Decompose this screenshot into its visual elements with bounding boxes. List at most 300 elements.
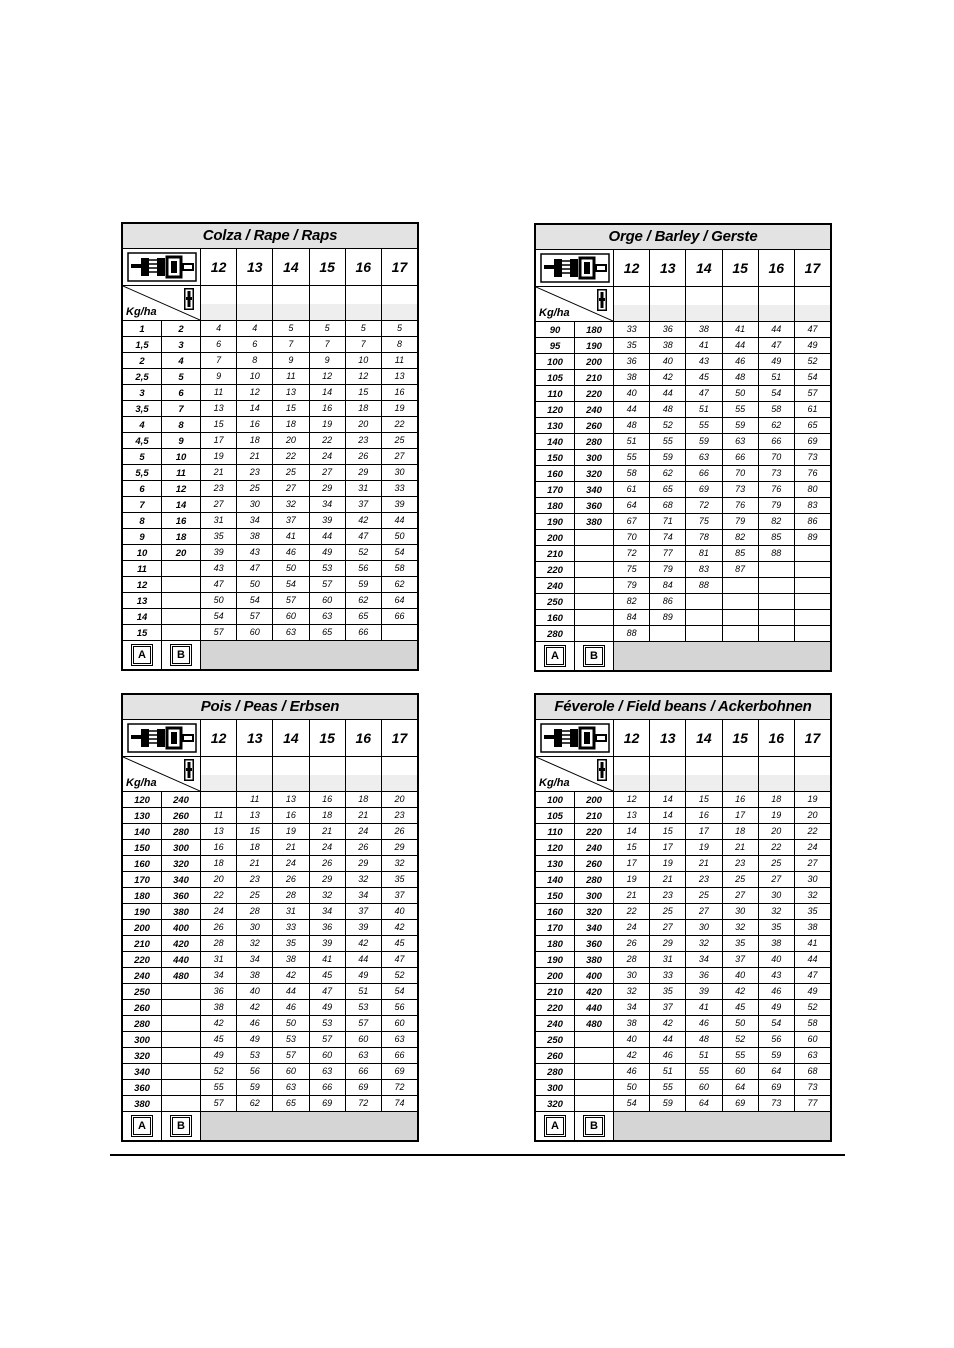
value-cell: 17 [614, 856, 650, 871]
value-cell: 17 [686, 824, 722, 839]
rate-b-cell: 360 [162, 888, 201, 903]
value-cell: 55 [723, 402, 759, 417]
rate-a-cell: 14 [123, 609, 162, 624]
value-cell: 21 [237, 449, 273, 464]
value-cell: 66 [723, 450, 759, 465]
value-cell: 8 [396, 339, 402, 349]
value-cell: 35 [394, 874, 405, 884]
value-cell: 29 [346, 465, 382, 480]
value-cell: 7 [273, 337, 309, 352]
value-cell: 34 [237, 513, 273, 528]
value-cell: 42 [273, 968, 309, 983]
column-header: 15 [310, 249, 346, 285]
value-cell: 41 [273, 529, 309, 544]
value-cell: 31 [273, 904, 309, 919]
value-cell: 47 [201, 577, 237, 592]
value-cell: 54 [394, 547, 405, 557]
value-cell: 50 [237, 577, 273, 592]
value-cell: 26 [346, 840, 382, 855]
value-cell: 22 [201, 888, 237, 903]
unit-label: Kg/ha [126, 306, 157, 318]
value-cell: 55 [686, 418, 722, 433]
value-cell: 44 [614, 402, 650, 417]
value-cell: 73 [759, 1096, 795, 1111]
value-cell: 35 [614, 338, 650, 353]
value-cell: 25 [273, 465, 309, 480]
value-cell: 58 [807, 1018, 818, 1028]
rate-a-cell: 3 [123, 385, 162, 400]
rate-b-cell: 360 [575, 936, 614, 951]
rate-a-cell: 110 [536, 386, 575, 401]
rate-a-cell: 4,5 [123, 433, 162, 448]
value-cell: 29 [346, 856, 382, 871]
value-cell: 21 [237, 856, 273, 871]
rate-a-cell: 240 [536, 1016, 575, 1031]
column-header: 12 [201, 249, 237, 285]
rate-a-cell: 140 [536, 434, 575, 449]
rate-b-cell: 320 [162, 856, 201, 871]
badge-cell-b [162, 641, 201, 669]
table-row [536, 562, 830, 578]
value-cell: 28 [273, 888, 309, 903]
value-cell: 31 [201, 952, 237, 967]
value-cell: 44 [394, 515, 405, 525]
value-cell: 57 [310, 577, 346, 592]
rate-b-cell [162, 1016, 201, 1031]
value-cell: 13 [273, 385, 309, 400]
rate-a-cell: 280 [123, 1016, 162, 1031]
rate-b-cell: 2 [162, 321, 201, 336]
table-row [123, 1064, 417, 1080]
table-row [536, 482, 830, 498]
value-cell [650, 626, 686, 641]
table-row [123, 1080, 417, 1096]
column-header: 16 [759, 720, 795, 756]
value-cell: 44 [650, 386, 686, 401]
rate-a-cell: 15 [123, 625, 162, 640]
table-row [123, 545, 417, 561]
value-cell: 64 [394, 595, 405, 605]
blank-cell [201, 286, 237, 320]
value-cell: 10 [237, 369, 273, 384]
table-row [123, 984, 417, 1000]
value-cell: 47 [686, 386, 722, 401]
value-cell: 25 [759, 856, 795, 871]
value-cell: 21 [614, 888, 650, 903]
value-cell: 20 [346, 417, 382, 432]
value-cell: 63 [273, 625, 309, 640]
value-cell: 23 [686, 872, 722, 887]
table-row [536, 370, 830, 386]
rate-b-cell [575, 578, 614, 593]
value-cell: 18 [237, 433, 273, 448]
value-cell: 88 [614, 626, 650, 641]
rate-b-cell: 260 [575, 856, 614, 871]
rate-b-cell: 320 [575, 466, 614, 481]
value-cell: 73 [723, 482, 759, 497]
table-row [536, 354, 830, 370]
value-cell: 57 [237, 609, 273, 624]
blank-cell [201, 757, 237, 791]
table-barley [534, 223, 832, 672]
value-cell: 44 [650, 1032, 686, 1047]
rate-a-cell: 160 [536, 610, 575, 625]
value-cell: 24 [201, 904, 237, 919]
value-cell: 30 [723, 904, 759, 919]
rate-a-cell: 200 [536, 968, 575, 983]
value-cell [759, 610, 795, 625]
rate-a-cell: 120 [536, 840, 575, 855]
blank-cell [310, 286, 346, 320]
table-row [536, 402, 830, 418]
value-cell [759, 626, 795, 641]
table-row [536, 514, 830, 530]
rate-b-cell: 340 [575, 920, 614, 935]
machine-cell [536, 250, 614, 286]
rate-a-cell: 95 [536, 338, 575, 353]
value-cell: 50 [723, 1016, 759, 1031]
machine-cell [123, 720, 201, 756]
value-cell: 33 [650, 968, 686, 983]
rate-b-cell: 20 [162, 545, 201, 560]
rate-b-cell: 260 [575, 418, 614, 433]
badge-b-icon: B [585, 647, 603, 665]
gauge-icon [184, 759, 194, 781]
gauge-icon [184, 288, 194, 310]
value-cell: 38 [686, 322, 722, 337]
rate-b-cell: 11 [162, 465, 201, 480]
column-header: 17 [804, 260, 821, 276]
footer-fill [201, 641, 417, 669]
value-cell: 11 [201, 385, 237, 400]
column-header: 12 [614, 250, 650, 286]
value-cell: 25 [686, 888, 722, 903]
value-cell: 58 [614, 466, 650, 481]
blank-cell [382, 757, 417, 791]
value-cell: 54 [759, 386, 795, 401]
table-row [536, 418, 830, 434]
value-cell: 50 [723, 386, 759, 401]
value-cell: 40 [723, 968, 759, 983]
value-cell: 15 [346, 385, 382, 400]
value-cell: 21 [650, 872, 686, 887]
unit-cell [536, 287, 614, 321]
value-cell: 39 [394, 499, 405, 509]
value-cell: 35 [273, 936, 309, 951]
seed-drill-machine-icon [540, 253, 610, 283]
value-cell: 60 [310, 1048, 346, 1063]
blank-cell [273, 286, 309, 320]
value-cell: 38 [237, 968, 273, 983]
value-cell: 9 [310, 353, 346, 368]
rate-b-cell [575, 530, 614, 545]
rate-a-cell: 150 [536, 888, 575, 903]
value-cell: 65 [273, 1096, 309, 1111]
value-cell: 15 [201, 417, 237, 432]
value-cell [723, 610, 759, 625]
value-cell: 40 [759, 952, 795, 967]
value-cell: 52 [807, 356, 818, 366]
table-row [123, 1000, 417, 1016]
blank-cell [614, 287, 650, 321]
value-cell: 42 [237, 1000, 273, 1015]
value-cell: 14 [650, 808, 686, 823]
value-cell: 7 [346, 337, 382, 352]
value-cell: 52 [394, 970, 405, 980]
value-cell: 43 [686, 354, 722, 369]
value-cell: 84 [614, 610, 650, 625]
value-cell: 28 [201, 936, 237, 951]
value-cell: 37 [346, 497, 382, 512]
rate-a-cell: 11 [123, 561, 162, 576]
value-cell: 56 [394, 1002, 405, 1012]
footer-fill [201, 1112, 417, 1140]
table-row [536, 1064, 830, 1080]
value-cell: 22 [759, 840, 795, 855]
unit-cell [123, 757, 201, 791]
table-row [536, 1080, 830, 1096]
value-cell: 70 [759, 450, 795, 465]
value-cell: 47 [310, 984, 346, 999]
rate-b-cell: 380 [575, 952, 614, 967]
blank-cell [346, 757, 382, 791]
table-row [536, 984, 830, 1000]
table-row [536, 1096, 830, 1112]
table-row [536, 904, 830, 920]
value-cell: 26 [201, 920, 237, 935]
value-cell: 66 [394, 1050, 405, 1060]
value-cell: 69 [723, 1096, 759, 1111]
unit-label: Kg/ha [539, 307, 570, 319]
value-cell [759, 578, 795, 593]
rate-a-cell: 130 [123, 808, 162, 823]
table-row [536, 466, 830, 482]
value-cell: 49 [346, 968, 382, 983]
rate-a-cell: 6 [123, 481, 162, 496]
value-cell: 42 [346, 513, 382, 528]
rate-b-cell [162, 609, 201, 624]
value-cell: 68 [650, 498, 686, 513]
gauge-icon [597, 759, 607, 781]
table-row [536, 546, 830, 562]
value-cell: 51 [686, 1048, 722, 1063]
value-cell: 24 [310, 449, 346, 464]
value-cell: 82 [759, 514, 795, 529]
blank-cell [310, 757, 346, 791]
value-cell: 55 [650, 434, 686, 449]
value-cell: 15 [237, 824, 273, 839]
rate-a-cell: 140 [536, 872, 575, 887]
table-peas [121, 693, 419, 1142]
value-cell: 63 [723, 434, 759, 449]
rate-b-cell [162, 984, 201, 999]
value-cell: 62 [237, 1096, 273, 1111]
value-cell: 19 [614, 872, 650, 887]
table-row [536, 530, 830, 546]
value-cell: 13 [394, 371, 405, 381]
rate-a-cell: 130 [536, 856, 575, 871]
value-cell: 16 [237, 417, 273, 432]
table-row [123, 593, 417, 609]
table-row [536, 920, 830, 936]
column-header: 13 [650, 250, 686, 286]
rate-b-cell: 210 [575, 808, 614, 823]
rate-b-cell: 190 [575, 338, 614, 353]
value-cell: 30 [237, 497, 273, 512]
column-header: 13 [237, 249, 273, 285]
badge-cell-b [575, 1112, 614, 1140]
value-cell: 85 [759, 530, 795, 545]
value-cell: 34 [686, 952, 722, 967]
value-cell: 19 [686, 840, 722, 855]
table-row [123, 625, 417, 641]
value-cell: 62 [650, 466, 686, 481]
unit-cell [123, 286, 201, 320]
rate-b-cell [575, 562, 614, 577]
table-row [123, 792, 417, 808]
value-cell: 42 [394, 922, 405, 932]
value-cell: 47 [346, 529, 382, 544]
value-cell: 41 [686, 338, 722, 353]
value-cell: 23 [723, 856, 759, 871]
rate-a-cell: 180 [123, 888, 162, 903]
value-cell: 12 [614, 792, 650, 807]
value-cell: 53 [310, 1016, 346, 1031]
value-cell: 57 [273, 1048, 309, 1063]
value-cell: 49 [310, 545, 346, 560]
machine-cell [123, 249, 201, 285]
table-row [123, 952, 417, 968]
rate-a-cell: 4 [123, 417, 162, 432]
value-cell: 25 [394, 435, 405, 445]
value-cell: 43 [759, 968, 795, 983]
value-cell: 65 [346, 609, 382, 624]
value-cell: 19 [807, 794, 818, 804]
column-header: 16 [346, 249, 382, 285]
table-field-beans [534, 693, 832, 1142]
rate-a-cell: 7 [123, 497, 162, 512]
value-cell: 48 [650, 402, 686, 417]
value-cell: 68 [807, 1066, 818, 1076]
value-cell: 46 [650, 1048, 686, 1063]
value-cell: 38 [650, 338, 686, 353]
table-row [536, 434, 830, 450]
value-cell [795, 562, 830, 577]
value-cell: 76 [807, 468, 818, 478]
value-cell: 5 [396, 323, 402, 333]
value-cell: 52 [723, 1032, 759, 1047]
unit-row [123, 757, 417, 792]
value-cell: 40 [614, 386, 650, 401]
rate-a-cell: 360 [123, 1080, 162, 1095]
rate-a-cell: 220 [536, 562, 575, 577]
table-title: Pois / Peas / Erbsen [123, 695, 417, 720]
value-cell: 28 [614, 952, 650, 967]
value-cell: 45 [686, 370, 722, 385]
value-cell: 14 [614, 824, 650, 839]
value-cell: 60 [807, 1034, 818, 1044]
value-cell: 25 [237, 888, 273, 903]
badge-cell-a [536, 642, 575, 670]
rate-b-cell: 300 [575, 888, 614, 903]
rate-b-cell [575, 626, 614, 641]
value-cell: 30 [237, 920, 273, 935]
value-cell: 56 [346, 561, 382, 576]
badge-cell-a [123, 641, 162, 669]
value-cell: 17 [723, 808, 759, 823]
value-cell: 15 [614, 840, 650, 855]
table-row [123, 920, 417, 936]
rate-b-cell: 260 [162, 808, 201, 823]
blank-cell [237, 286, 273, 320]
value-cell: 11 [273, 369, 309, 384]
value-cell: 80 [807, 484, 818, 494]
value-cell: 20 [759, 824, 795, 839]
rate-b-cell [162, 593, 201, 608]
value-cell: 48 [686, 1032, 722, 1047]
value-cell: 63 [273, 1080, 309, 1095]
table-row [536, 594, 830, 610]
value-cell [759, 594, 795, 609]
rate-a-cell: 160 [123, 856, 162, 871]
value-cell: 52 [201, 1064, 237, 1079]
rate-b-cell: 480 [575, 1016, 614, 1031]
value-cell: 77 [807, 1098, 818, 1108]
seed-drill-machine-icon [540, 723, 610, 753]
value-cell: 36 [614, 354, 650, 369]
value-cell: 59 [237, 1080, 273, 1095]
value-cell: 9 [273, 353, 309, 368]
value-cell: 72 [394, 1082, 405, 1092]
value-cell: 65 [807, 420, 818, 430]
value-cell: 32 [614, 984, 650, 999]
value-cell [201, 792, 237, 807]
value-cell: 39 [346, 920, 382, 935]
value-cell: 21 [346, 808, 382, 823]
value-cell: 59 [346, 577, 382, 592]
rate-b-cell [162, 1096, 201, 1111]
value-cell: 23 [237, 872, 273, 887]
value-cell: 18 [346, 401, 382, 416]
value-cell: 22 [807, 826, 818, 836]
value-cell: 15 [273, 401, 309, 416]
rate-a-cell: 250 [536, 594, 575, 609]
value-cell: 35 [759, 920, 795, 935]
value-cell: 42 [201, 1016, 237, 1031]
value-cell: 60 [686, 1080, 722, 1095]
column-header: 14 [686, 720, 722, 756]
table-row [123, 1048, 417, 1064]
blank-cell [650, 287, 686, 321]
rate-b-cell: 3 [162, 337, 201, 352]
rate-a-cell: 170 [536, 920, 575, 935]
rate-b-cell: 18 [162, 529, 201, 544]
table-row [536, 322, 830, 338]
value-cell: 35 [201, 529, 237, 544]
table-row [123, 856, 417, 872]
value-cell: 38 [273, 952, 309, 967]
rate-b-cell: 300 [162, 840, 201, 855]
value-cell: 45 [310, 968, 346, 983]
value-cell: 46 [723, 354, 759, 369]
rate-a-cell: 190 [536, 952, 575, 967]
value-cell: 51 [650, 1064, 686, 1079]
table-row [123, 577, 417, 593]
rate-a-cell: 8 [123, 513, 162, 528]
value-cell: 38 [759, 936, 795, 951]
value-cell: 49 [759, 1000, 795, 1015]
value-cell: 79 [614, 578, 650, 593]
